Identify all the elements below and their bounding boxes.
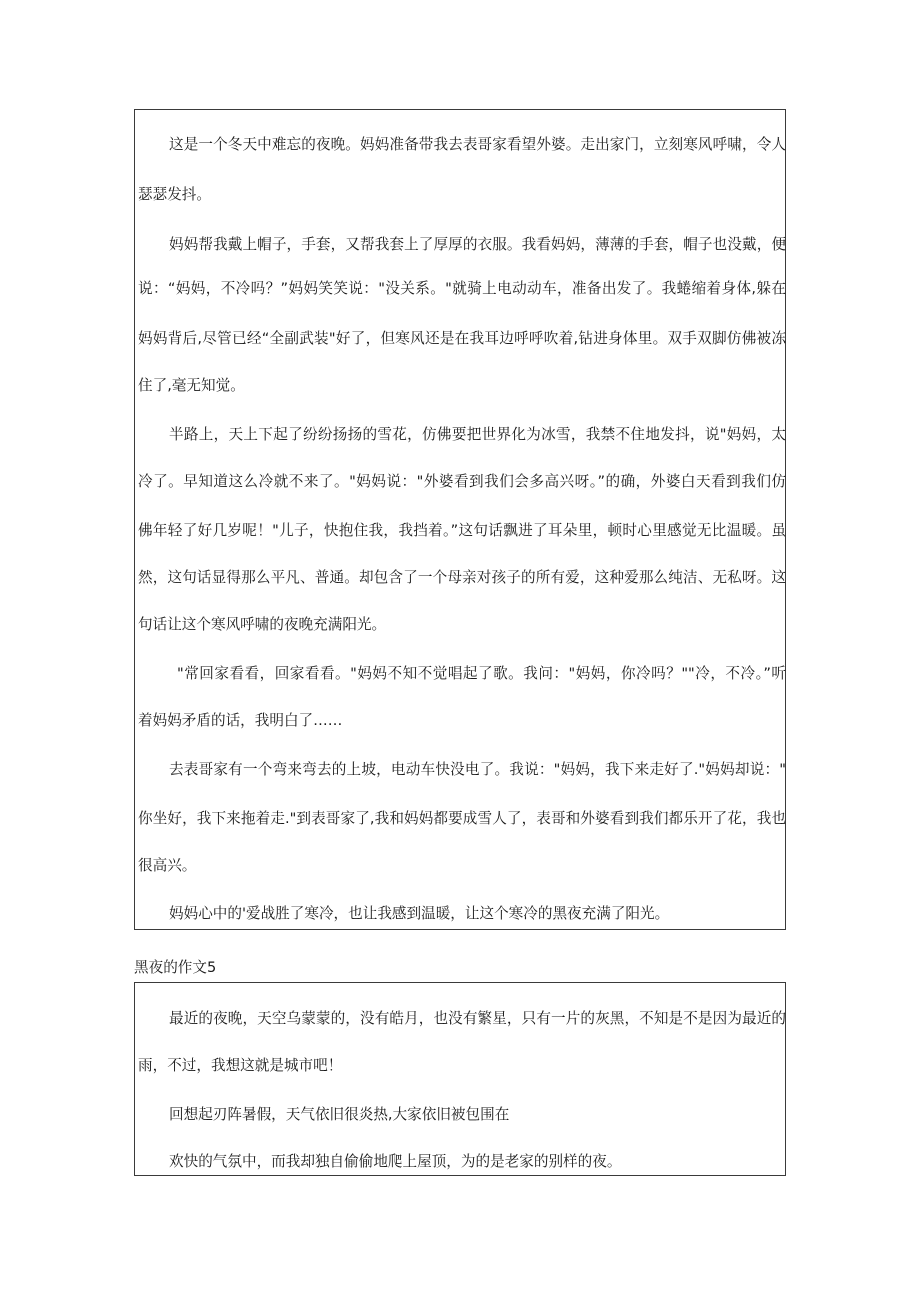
essay-4-p4-line1: "常回家看看，回家看看。"妈妈不知不觉唱起了歌。我问："妈妈，你冷吗？""冷，不冷。”听 [177, 665, 786, 682]
essay-4-p2-line4: 住了,毫无知觉。 [138, 377, 245, 394]
essay-4-p3-line3: 佛年轻了好几岁呢！"儿子，快抱住我，我挡着。”这句话飘进了耳朵里，顿时心里感觉无比温暖。虽 [138, 522, 786, 539]
essay-4-p5-line3: 很高兴。 [138, 857, 197, 874]
essay-5-box [134, 982, 786, 1176]
essay-4-p3-line4: 然，这句话显得那么平凡、普通。却包含了一个母亲对孩子的所有爱，这种爱那么纯洁、无私呀。这 [138, 569, 786, 586]
essay-5-p1-line2: 雨，不过，我想这就是城市吧！ [138, 1057, 343, 1074]
essay-4-p2-line3: 妈妈背后,尽管已经“全副武装"好了，但寒风还是在我耳边呼呼吹着,钻进身体里。双手双脚仿佛被冻 [138, 330, 786, 347]
essay-4-p3-line1: 半路上，天上下起了纷纷扬扬的雪花，仿佛要把世界化为冰雪，我禁不住地发抖，说"妈妈，太 [169, 426, 786, 443]
essay-4-p4-line2: 着妈妈矛盾的话，我明白了…… [138, 712, 343, 729]
section-heading: 黑夜的作文5 [134, 959, 217, 976]
essay-5-p1-line1: 最近的夜晚，天空乌蒙蒙的，没有皓月，也没有繁星，只有一片的灰黑，不知是不是因为最近的 [169, 1010, 786, 1027]
essay-5-p2-line1: 回想起刃阵暑假，天气依旧很炎热,大家依旧被包围在 [169, 1106, 510, 1123]
essay-4-p1-line2: 瑟瑟发抖。 [138, 186, 211, 203]
essay-5-p3-line1: 欢快的气氛中，而我却独自偷偷地爬上屋顶，为的是老家的别样的夜。 [169, 1153, 622, 1170]
essay-4-p5-line1: 去表哥家有一个弯来弯去的上坡，电动车快没电了。我说："妈妈，我下来走好了."妈妈却说：" [169, 761, 786, 778]
essay-4-box [134, 109, 786, 930]
essay-4-p3-line5: 句话让这个寒风呼啸的夜晚充满阳光。 [138, 616, 387, 633]
essay-4-p5-line2: 你坐好，我下来拖着走."到表哥家了,我和妈妈都要成雪人了，表哥和外婆看到我们都乐开了花，我也 [138, 810, 786, 827]
essay-4-p2-line1: 妈妈帮我戴上帽子，手套，又帮我套上了厚厚的衣服。我看妈妈，薄薄的手套，帽子也没戴，便 [169, 236, 786, 253]
essay-4-p1-line1: 这是一个冬天中难忘的夜晚。妈妈准备带我去表哥家看望外婆。走出家门，立刻寒风呼啸，令人 [169, 136, 786, 153]
essay-4-p2-line2: 说：“妈妈，不冷吗？”妈妈笑笑说："没关系。"就骑上电动动车，准备出发了。我蜷缩着身体,躲在 [138, 280, 786, 297]
essay-4-p6-line1: 妈妈心中的'爱战胜了寒冷，也让我感到温暖，让这个寒冷的黑夜充满了阳光。 [169, 905, 670, 922]
essay-4-p3-line2: 冷了。早知道这么冷就不来了。"妈妈说："外婆看到我们会多高兴呀。”的确，外婆白天看到我们仿 [138, 473, 786, 490]
